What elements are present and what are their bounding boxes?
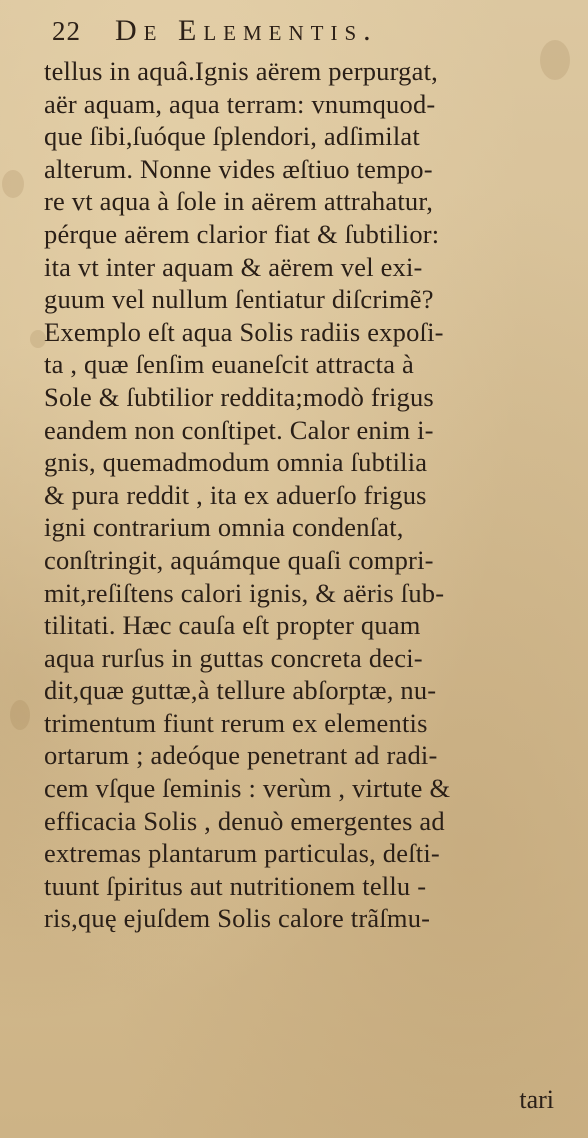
text-line: ta , quæ ſenſim euaneſcit attracta à [44,349,414,380]
paper-stain [10,700,30,730]
text-line: tuunt ſpiritus aut nutritionem tellu - [44,870,427,901]
text-line: tilitati. Hæc cauſa eſt propter quam [44,610,421,641]
body-text [44,55,569,935]
text-line: alterum. Nonne vides æſtiuo tempo- [44,153,433,184]
catchword: tari [519,1085,554,1114]
text-line: re vt aqua à ſole in aërem attrahatur, [44,186,434,217]
text-line: pérque aërem clarior fiat & ſubtilior: [44,218,440,249]
text-line: trimentum fiunt rerum ex elementis [44,707,428,738]
paper-stain [2,170,24,198]
text-line: Sole & ſubtilior reddita;modò frigus [44,381,434,412]
text-line: guum vel nullum ſentiatur diſcrimẽ? [44,284,434,315]
text-line: extremas plantarum particulas, deſti- [44,838,440,869]
running-head: De Elementis. [115,14,378,47]
text-line: aqua rurſus in guttas concreta deci- [44,642,423,673]
text-line: aër aquam, aqua terram: vnumquod- [44,88,436,119]
text-line: ris,quę ejuſdem Solis calore trãſmu- [44,903,431,934]
text-line: Exemplo eſt aqua Solis radiis expoſi- [44,316,444,347]
text-line: que ſibi,ſuóque ſplendori, adſimilat [44,121,420,152]
text-line: mit,reſiſtens calori ignis, & aëris ſub- [44,577,445,608]
text-line: dit,quæ guttæ,à tellure abſorptæ, nu- [44,675,437,706]
text-line: cem vſque ſeminis : verùm , virtute & [44,773,451,804]
text-line: gnis, quemadmodum omnia ſubtilia [44,447,428,478]
text-line: efficacia Solis , denuò emergentes ad [44,805,445,836]
page-header [52,14,572,54]
page-number: 22 [52,16,81,46]
text-line: conſtringit, aquámque quaſi compri- [44,544,434,575]
text-line: ortarum ; adeóque penetrant ad radi- [44,740,438,771]
text-line: ita vt inter aquam & aërem vel exi- [44,251,423,282]
text-line: tellus in aquâ.Ignis aërem perpurgat, [44,56,438,86]
text-line: eandem non conſtipet. Calor enim i- [44,414,434,445]
text-line: & pura reddit , ita ex aduerſo frigus [44,479,427,510]
text-line: igni contrarium omnia condenſat, [44,512,404,543]
